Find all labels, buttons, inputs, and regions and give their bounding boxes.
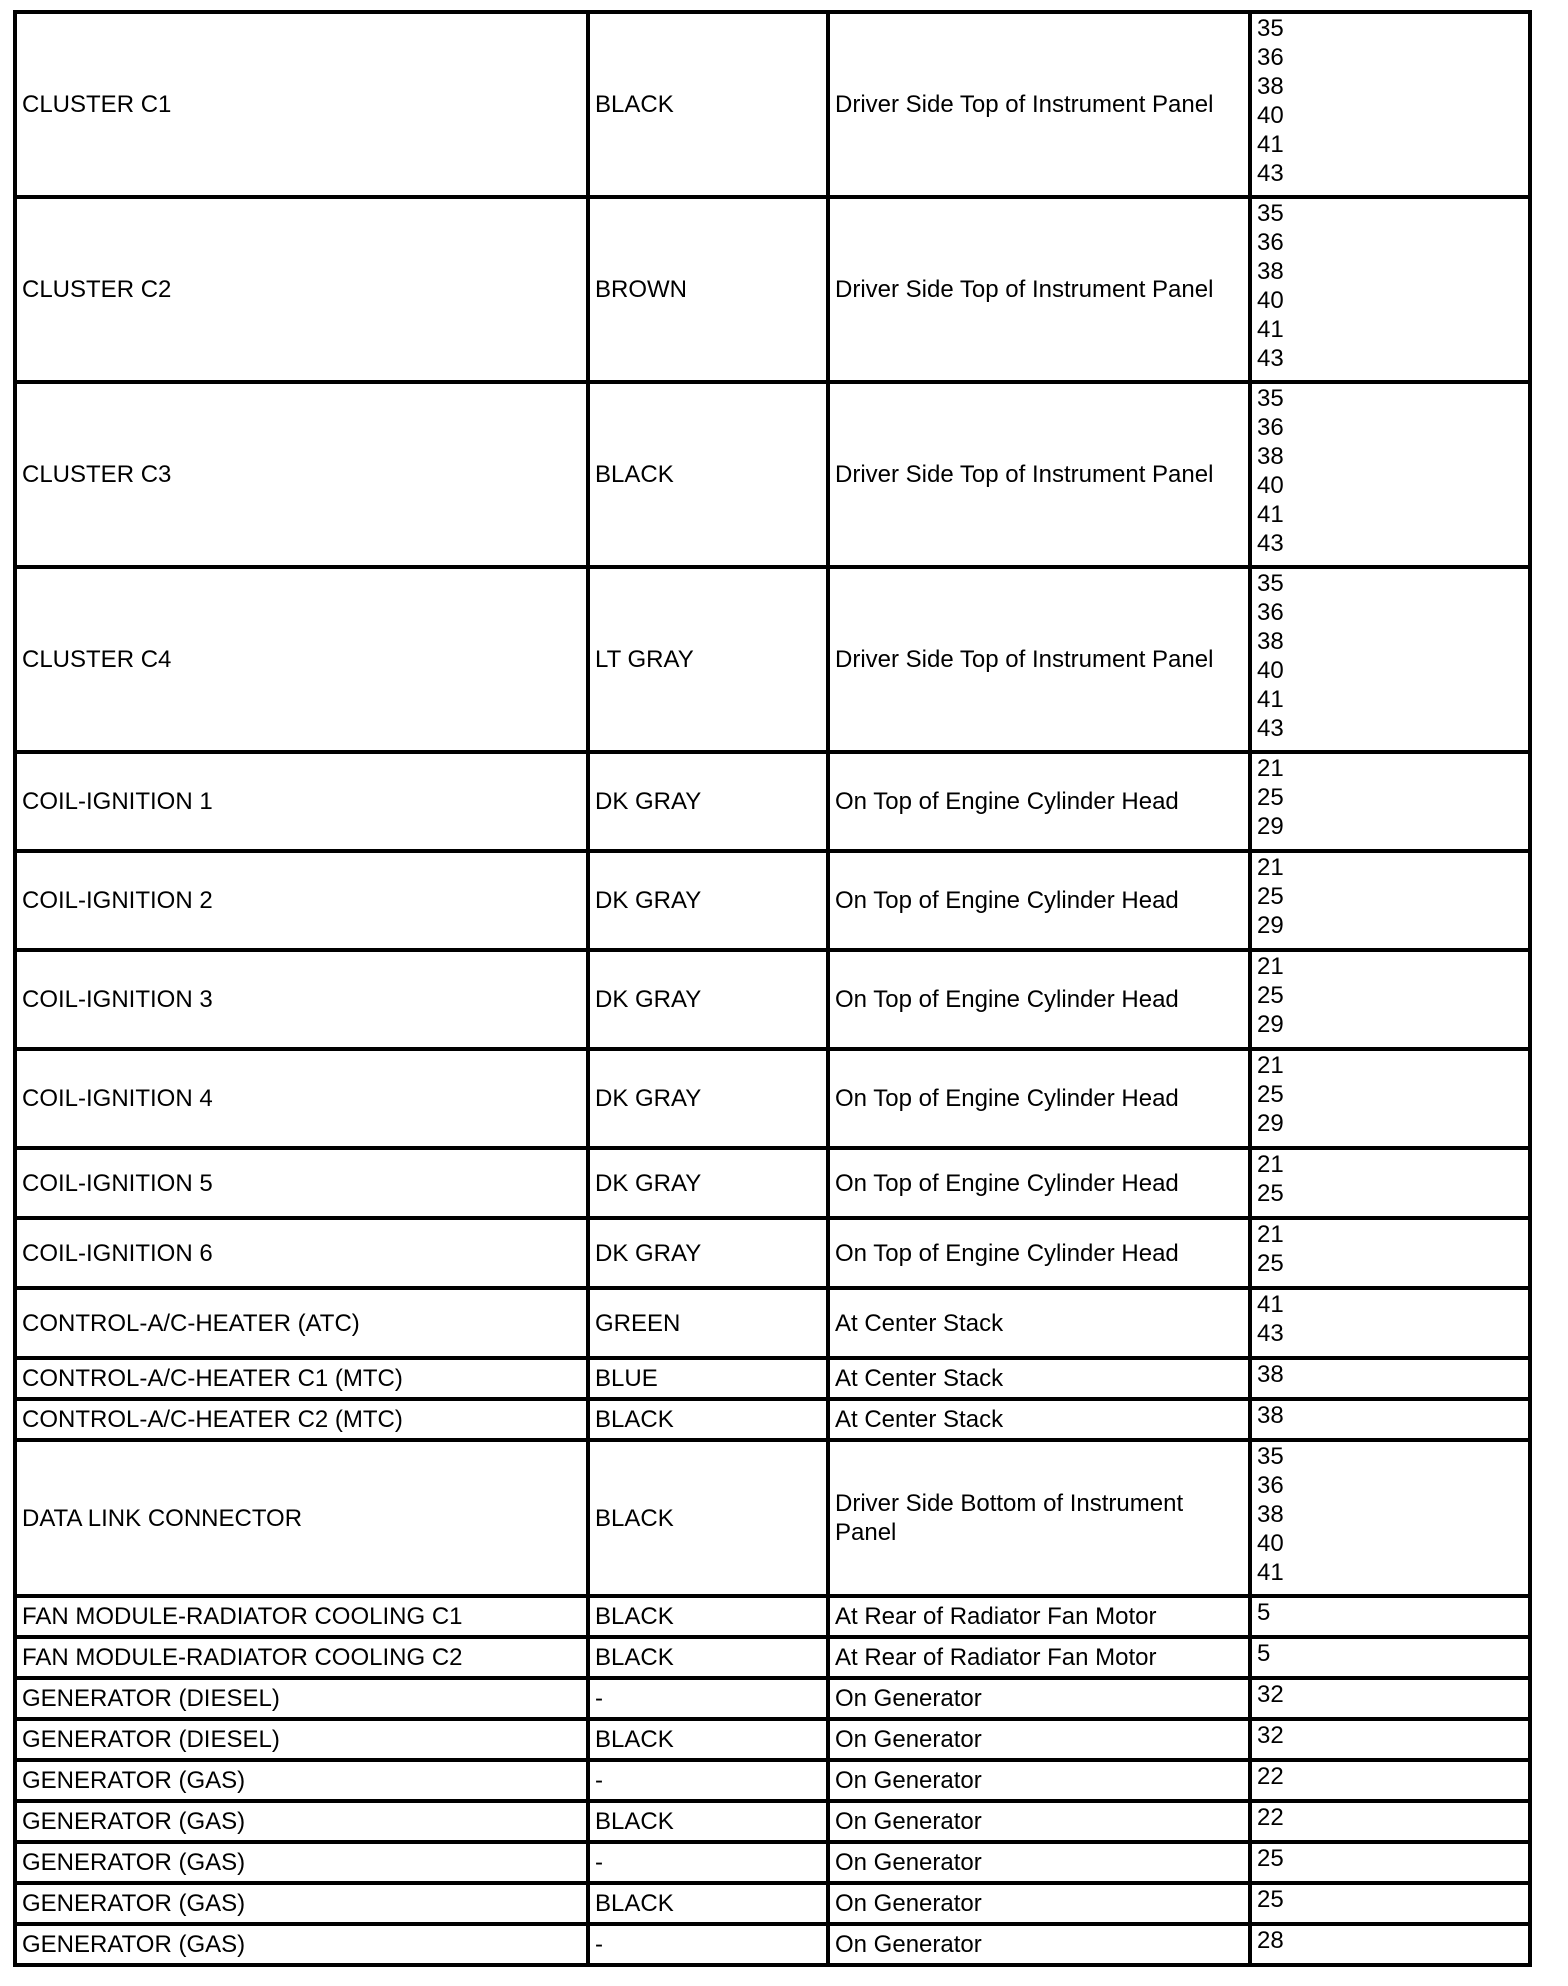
connector-name-cell: COIL-IGNITION 6 bbox=[15, 1218, 588, 1288]
connector-name-cell: CONTROL-A/C-HEATER (ATC) bbox=[15, 1288, 588, 1358]
page-reference: 29 bbox=[1257, 813, 1284, 840]
page-references-cell bbox=[1250, 1637, 1530, 1678]
table-row bbox=[15, 1760, 1530, 1801]
page-reference: 21 bbox=[1257, 1052, 1284, 1079]
page-references-cell bbox=[1250, 1358, 1530, 1399]
page-reference: 40 bbox=[1257, 472, 1284, 499]
page-references-cell bbox=[1250, 1399, 1530, 1440]
page-reference: 35 bbox=[1257, 570, 1284, 597]
connector-name-cell: FAN MODULE-RADIATOR COOLING C2 bbox=[15, 1637, 588, 1678]
connector-location-cell: At Rear of Radiator Fan Motor bbox=[828, 1637, 1250, 1678]
connector-color-cell: DK GRAY bbox=[588, 950, 828, 1049]
connector-location-cell: On Generator bbox=[828, 1801, 1250, 1842]
page-reference: 21 bbox=[1257, 953, 1284, 980]
connector-location-cell: On Generator bbox=[828, 1842, 1250, 1883]
page-reference: 38 bbox=[1257, 443, 1284, 470]
page-reference: 43 bbox=[1257, 345, 1284, 372]
connector-name-cell: CLUSTER C1 bbox=[15, 12, 588, 197]
page-reference: 38 bbox=[1257, 628, 1284, 655]
connector-location-cell: On Top of Engine Cylinder Head bbox=[828, 752, 1250, 851]
connector-color-cell: LT GRAY bbox=[588, 567, 828, 752]
page-references-cell bbox=[1250, 12, 1530, 197]
page-reference: 41 bbox=[1257, 1559, 1284, 1586]
table-row bbox=[15, 1924, 1530, 1965]
connector-name-cell: FAN MODULE-RADIATOR COOLING C1 bbox=[15, 1596, 588, 1637]
page-reference: 21 bbox=[1257, 755, 1284, 782]
page-reference: 29 bbox=[1257, 912, 1284, 939]
page-reference: 22 bbox=[1257, 1763, 1284, 1790]
table-row bbox=[15, 1719, 1530, 1760]
connector-color-cell: DK GRAY bbox=[588, 1218, 828, 1288]
page-references-cell bbox=[1250, 1440, 1530, 1596]
table-row bbox=[15, 1288, 1530, 1358]
page-reference: 35 bbox=[1257, 200, 1284, 227]
page-reference: 36 bbox=[1257, 1472, 1284, 1499]
page-reference: 38 bbox=[1257, 73, 1284, 100]
table-row bbox=[15, 1358, 1530, 1399]
connector-name-cell: COIL-IGNITION 5 bbox=[15, 1148, 588, 1218]
connector-location-cell: On Generator bbox=[828, 1883, 1250, 1924]
connector-color-cell: - bbox=[588, 1760, 828, 1801]
page-references-cell bbox=[1250, 1760, 1530, 1801]
page-reference: 25 bbox=[1257, 784, 1284, 811]
connector-color-cell: - bbox=[588, 1842, 828, 1883]
table-row bbox=[15, 1218, 1530, 1288]
connector-color-cell: DK GRAY bbox=[588, 1148, 828, 1218]
page-reference: 40 bbox=[1257, 102, 1284, 129]
page-references-cell bbox=[1250, 1842, 1530, 1883]
table-body bbox=[15, 12, 1530, 1965]
connector-location-cell: Driver Side Top of Instrument Panel bbox=[828, 197, 1250, 382]
page-reference: 25 bbox=[1257, 1845, 1284, 1872]
connector-location-cell: Driver Side Bottom of Instrument Panel bbox=[828, 1440, 1250, 1596]
page-reference: 41 bbox=[1257, 316, 1284, 343]
table-row bbox=[15, 950, 1530, 1049]
page-references-cell bbox=[1250, 752, 1530, 851]
page-reference: 40 bbox=[1257, 287, 1284, 314]
page-reference: 25 bbox=[1257, 1886, 1284, 1913]
table-row bbox=[15, 1883, 1530, 1924]
page-reference: 43 bbox=[1257, 530, 1284, 557]
page-reference: 25 bbox=[1257, 982, 1284, 1009]
connector-name-cell: CONTROL-A/C-HEATER C1 (MTC) bbox=[15, 1358, 588, 1399]
connector-color-cell: BLUE bbox=[588, 1358, 828, 1399]
connector-name-cell: COIL-IGNITION 2 bbox=[15, 851, 588, 950]
page-references-cell bbox=[1250, 1596, 1530, 1637]
page-reference: 38 bbox=[1257, 1361, 1284, 1388]
page-reference: 29 bbox=[1257, 1110, 1284, 1137]
connector-name-cell: DATA LINK CONNECTOR bbox=[15, 1440, 588, 1596]
connector-location-cell: At Center Stack bbox=[828, 1358, 1250, 1399]
page-reference: 22 bbox=[1257, 1804, 1284, 1831]
connector-name-cell: CLUSTER C4 bbox=[15, 567, 588, 752]
page-references-cell bbox=[1250, 1288, 1530, 1358]
page-reference: 36 bbox=[1257, 229, 1284, 256]
page-reference: 35 bbox=[1257, 15, 1284, 42]
page-reference: 38 bbox=[1257, 258, 1284, 285]
table-row bbox=[15, 1596, 1530, 1637]
page-reference: 36 bbox=[1257, 599, 1284, 626]
page-reference: 32 bbox=[1257, 1681, 1284, 1708]
table-row bbox=[15, 1399, 1530, 1440]
page-reference: 35 bbox=[1257, 385, 1284, 412]
page-reference: 21 bbox=[1257, 1221, 1284, 1248]
page-reference: 32 bbox=[1257, 1722, 1284, 1749]
connector-location-table bbox=[13, 10, 1532, 1967]
connector-color-cell: BLACK bbox=[588, 1399, 828, 1440]
connector-color-cell: BLACK bbox=[588, 382, 828, 567]
connector-location-cell: Driver Side Top of Instrument Panel bbox=[828, 12, 1250, 197]
connector-color-cell: BLACK bbox=[588, 12, 828, 197]
connector-name-cell: CLUSTER C3 bbox=[15, 382, 588, 567]
page-reference: 40 bbox=[1257, 657, 1284, 684]
connector-name-cell: GENERATOR (GAS) bbox=[15, 1924, 588, 1965]
table-row bbox=[15, 1637, 1530, 1678]
page-reference: 41 bbox=[1257, 1291, 1284, 1318]
page-reference: 35 bbox=[1257, 1443, 1284, 1470]
connector-location-cell: On Top of Engine Cylinder Head bbox=[828, 950, 1250, 1049]
page-references-cell bbox=[1250, 950, 1530, 1049]
page-reference: 41 bbox=[1257, 686, 1284, 713]
connector-color-cell: - bbox=[588, 1924, 828, 1965]
connector-name-cell: GENERATOR (GAS) bbox=[15, 1883, 588, 1924]
connector-location-cell: Driver Side Top of Instrument Panel bbox=[828, 382, 1250, 567]
connector-color-cell: DK GRAY bbox=[588, 752, 828, 851]
page-reference: 43 bbox=[1257, 160, 1284, 187]
page-reference: 43 bbox=[1257, 715, 1284, 742]
page-reference: 28 bbox=[1257, 1927, 1284, 1954]
connector-location-cell: On Top of Engine Cylinder Head bbox=[828, 851, 1250, 950]
connector-location-cell: Driver Side Top of Instrument Panel bbox=[828, 567, 1250, 752]
connector-name-cell: GENERATOR (DIESEL) bbox=[15, 1719, 588, 1760]
connector-color-cell: BLACK bbox=[588, 1596, 828, 1637]
table-row bbox=[15, 382, 1530, 567]
connector-location-cell: At Center Stack bbox=[828, 1288, 1250, 1358]
connector-name-cell: GENERATOR (GAS) bbox=[15, 1760, 588, 1801]
connector-color-cell: BLACK bbox=[588, 1440, 828, 1596]
connector-location-cell: On Top of Engine Cylinder Head bbox=[828, 1148, 1250, 1218]
page-reference: 40 bbox=[1257, 1530, 1284, 1557]
connector-color-cell: - bbox=[588, 1678, 828, 1719]
page-reference: 25 bbox=[1257, 1081, 1284, 1108]
connector-color-cell: BLACK bbox=[588, 1883, 828, 1924]
connector-color-cell: BLACK bbox=[588, 1801, 828, 1842]
connector-location-cell: On Top of Engine Cylinder Head bbox=[828, 1218, 1250, 1288]
connector-name-cell: COIL-IGNITION 1 bbox=[15, 752, 588, 851]
page-reference: 25 bbox=[1257, 1250, 1284, 1277]
connector-location-cell: On Generator bbox=[828, 1719, 1250, 1760]
table-row bbox=[15, 567, 1530, 752]
page-references-cell bbox=[1250, 1049, 1530, 1148]
page-references-cell bbox=[1250, 1719, 1530, 1760]
page-reference: 25 bbox=[1257, 1180, 1284, 1207]
table-row bbox=[15, 1148, 1530, 1218]
page-reference: 21 bbox=[1257, 1151, 1284, 1178]
page-references-cell bbox=[1250, 1883, 1530, 1924]
connector-name-cell: CONTROL-A/C-HEATER C2 (MTC) bbox=[15, 1399, 588, 1440]
page-reference: 25 bbox=[1257, 883, 1284, 910]
connector-color-cell: BLACK bbox=[588, 1719, 828, 1760]
table-row bbox=[15, 1049, 1530, 1148]
page-references-cell bbox=[1250, 197, 1530, 382]
connector-name-cell: COIL-IGNITION 4 bbox=[15, 1049, 588, 1148]
page-reference: 5 bbox=[1257, 1599, 1271, 1626]
page-reference: 36 bbox=[1257, 414, 1284, 441]
page-reference: 38 bbox=[1257, 1402, 1284, 1429]
page-references-cell bbox=[1250, 851, 1530, 950]
page-references-cell bbox=[1250, 567, 1530, 752]
connector-color-cell: BLACK bbox=[588, 1637, 828, 1678]
table-row bbox=[15, 12, 1530, 197]
connector-name-cell: CLUSTER C2 bbox=[15, 197, 588, 382]
page-reference: 43 bbox=[1257, 1320, 1284, 1347]
page-reference: 38 bbox=[1257, 1501, 1284, 1528]
connector-location-cell: On Top of Engine Cylinder Head bbox=[828, 1049, 1250, 1148]
table-row bbox=[15, 1440, 1530, 1596]
page-references-cell bbox=[1250, 1924, 1530, 1965]
connector-location-cell: At Center Stack bbox=[828, 1399, 1250, 1440]
connector-location-cell: At Rear of Radiator Fan Motor bbox=[828, 1596, 1250, 1637]
table-row bbox=[15, 1801, 1530, 1842]
connector-color-cell: DK GRAY bbox=[588, 851, 828, 950]
page-reference: 29 bbox=[1257, 1011, 1284, 1038]
page-reference: 41 bbox=[1257, 501, 1284, 528]
connector-location-cell: On Generator bbox=[828, 1678, 1250, 1719]
page-reference: 41 bbox=[1257, 131, 1284, 158]
table-row bbox=[15, 1842, 1530, 1883]
table-row bbox=[15, 752, 1530, 851]
connector-name-cell: COIL-IGNITION 3 bbox=[15, 950, 588, 1049]
connector-location-cell: On Generator bbox=[828, 1760, 1250, 1801]
page-references-cell bbox=[1250, 1218, 1530, 1288]
page-references-cell bbox=[1250, 1801, 1530, 1842]
page-reference: 21 bbox=[1257, 854, 1284, 881]
table-row bbox=[15, 851, 1530, 950]
connector-color-cell: DK GRAY bbox=[588, 1049, 828, 1148]
connector-name-cell: GENERATOR (DIESEL) bbox=[15, 1678, 588, 1719]
table-row bbox=[15, 197, 1530, 382]
page-references-cell bbox=[1250, 1678, 1530, 1719]
table-row bbox=[15, 1678, 1530, 1719]
page-reference: 5 bbox=[1257, 1640, 1271, 1667]
connector-location-cell: On Generator bbox=[828, 1924, 1250, 1965]
page-references-cell bbox=[1250, 382, 1530, 567]
connector-color-cell: BROWN bbox=[588, 197, 828, 382]
connector-name-cell: GENERATOR (GAS) bbox=[15, 1801, 588, 1842]
connector-color-cell: GREEN bbox=[588, 1288, 828, 1358]
page-references-cell bbox=[1250, 1148, 1530, 1218]
page-reference: 36 bbox=[1257, 44, 1284, 71]
connector-name-cell: GENERATOR (GAS) bbox=[15, 1842, 588, 1883]
